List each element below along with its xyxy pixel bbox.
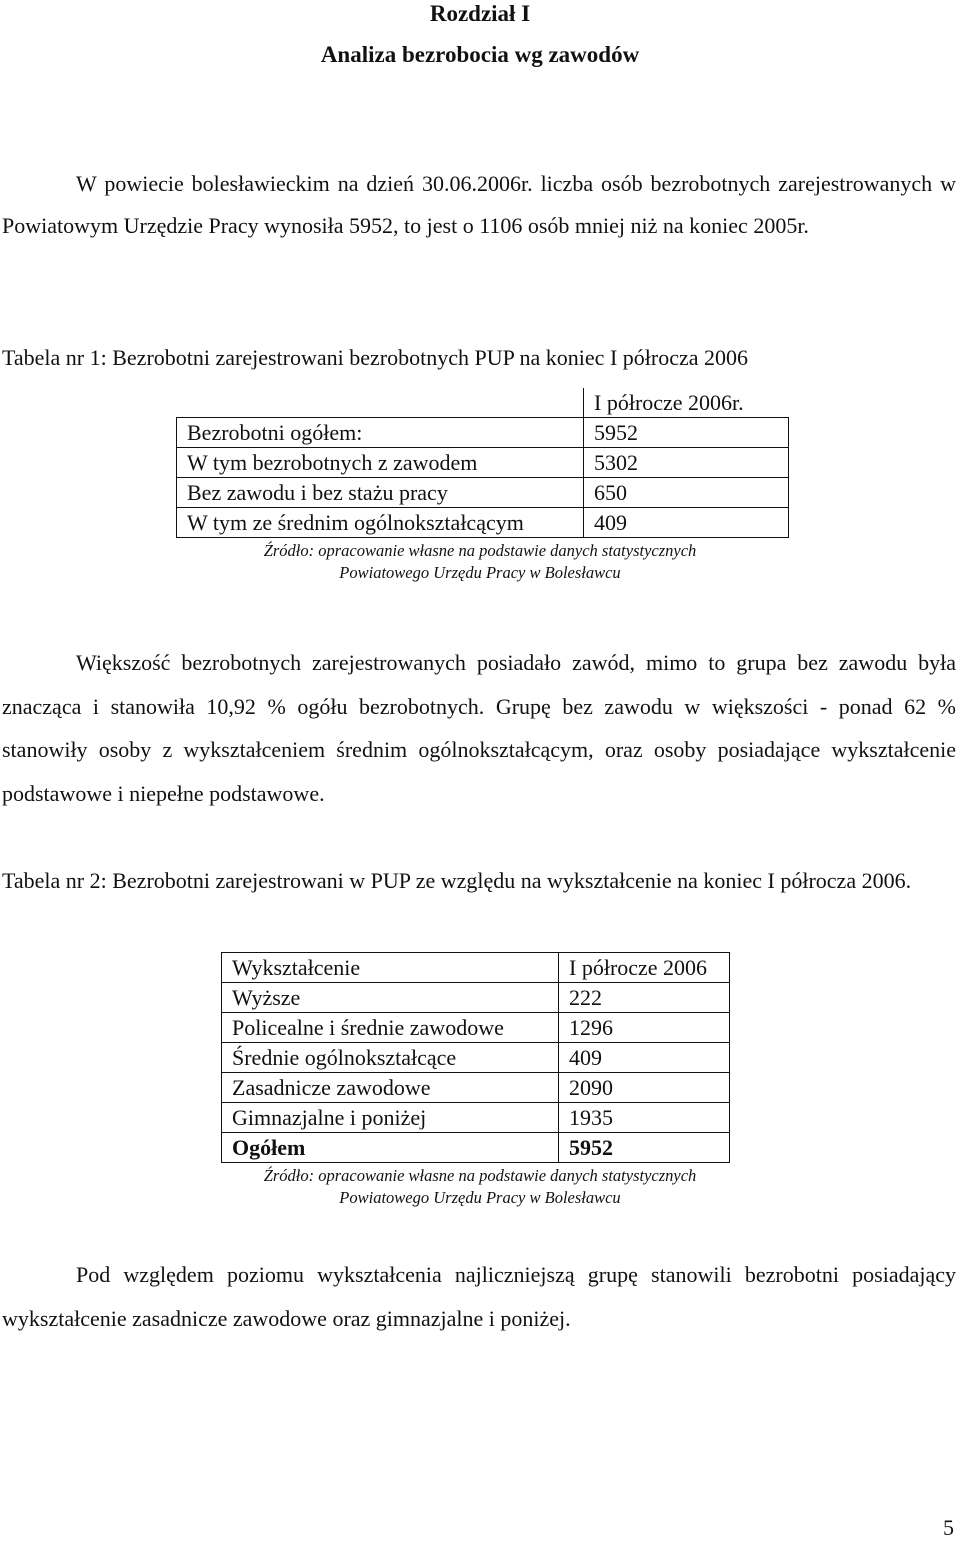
table1-value-cell: 650	[584, 478, 789, 508]
table2-source-line: Powiatowego Urzędu Pracy w Bolesławcu	[339, 1188, 621, 1207]
table-row	[222, 1103, 730, 1133]
table1-value-cell: 5302	[584, 448, 789, 478]
paragraph-intro: W powiecie bolesławieckim na dzień 30.06.2006r. liczba osób bezrobotnych zarejestrowanych w Powiatowym Urzędzie Pracy wynosiła 5952, to jest o 1106 osób mniej niż na koniec 2005r.	[2, 171, 956, 238]
paragraph-analysis: Większość bezrobotnych zarejestrowanych posiadało zawód, mimo to grupa bez zawodu była znacząca i stanowiła 10,92 % ogółu bezrobotnych. Grupę bez zawodu w większości - ponad 62 % stanowiły osoby z wykształceniem średnim ogólnokształcącym, oraz osoby posiadające wykształcenie podstawowe i niepełne podstawowe.	[2, 650, 956, 806]
table2-value-cell: 2090	[559, 1073, 730, 1103]
table2-source-line: Źródło: opracowanie własne na podstawie danych statystycznych	[263, 1166, 697, 1185]
table2-caption: Tabela nr 2: Bezrobotni zarejestrowani w PUP ze względu na wykształcenie na koniec I półrocza 2006.	[2, 868, 912, 893]
table2-header-row	[222, 953, 730, 983]
table2-source	[218, 1165, 742, 1209]
table1-header-row	[177, 388, 789, 418]
table1-value-cell: 5952	[584, 418, 789, 448]
table2-header-cell: I półrocze 2006	[559, 953, 730, 983]
table-row	[222, 1013, 730, 1043]
table1	[176, 388, 789, 538]
table1-label-cell: W tym bezrobotnych z zawodem	[177, 448, 584, 478]
chapter-title: Analiza bezrobocia wg zawodów	[320, 42, 640, 67]
table1-value-cell: 409	[584, 508, 789, 538]
table1-source-line: Źródło: opracowanie własne na podstawie danych statystycznych	[263, 541, 697, 560]
table1-label-cell: Bez zawodu i bez stażu pracy	[177, 478, 584, 508]
table2-label-cell: Wyższe	[222, 983, 559, 1013]
table2-value-cell: 409	[559, 1043, 730, 1073]
table2-label-cell: Gimnazjalne i poniżej	[222, 1103, 559, 1133]
table1-source-line: Powiatowego Urzędu Pracy w Bolesławcu	[339, 563, 621, 582]
table-row	[177, 478, 789, 508]
table1-caption: Tabela nr 1: Bezrobotni zarejestrowani bezrobotnych PUP na koniec I półrocza 2006	[2, 345, 749, 370]
table1-header-cell: I półrocze 2006r.	[584, 388, 789, 418]
table2-value-cell: 222	[559, 983, 730, 1013]
page-number: 5	[943, 1515, 954, 1540]
table2-label-cell: Średnie ogólnokształcące	[222, 1043, 559, 1073]
table-row	[177, 508, 789, 538]
table2-header-cell: Wykształcenie	[222, 953, 559, 983]
table2-value-cell: 1296	[559, 1013, 730, 1043]
table-row	[222, 1073, 730, 1103]
table-row	[222, 1043, 730, 1073]
table2	[221, 952, 730, 1163]
table2-total-row	[222, 1133, 730, 1163]
paragraph-conclusion: Pod względem poziomu wykształcenia najliczniejszą grupę stanowili bezrobotni posiadający wykształcenie zasadnicze zawodowe oraz gimnazjalne i poniżej.	[2, 1262, 956, 1331]
table2-total-label: Ogółem	[222, 1133, 559, 1163]
table1-source	[218, 540, 742, 584]
table-row	[177, 448, 789, 478]
table1-label-cell: Bezrobotni ogółem:	[177, 418, 584, 448]
table2-value-cell: 1935	[559, 1103, 730, 1133]
table1-label-cell: W tym ze średnim ogólnokształcącym	[177, 508, 584, 538]
chapter-label: Rozdział I	[429, 1, 531, 26]
table-row	[222, 983, 730, 1013]
table2-label-cell: Zasadnicze zawodowe	[222, 1073, 559, 1103]
table2-label-cell: Policealne i średnie zawodowe	[222, 1013, 559, 1043]
table2-total-value: 5952	[559, 1133, 730, 1163]
table-row	[177, 418, 789, 448]
table1-header-cell	[177, 388, 584, 418]
